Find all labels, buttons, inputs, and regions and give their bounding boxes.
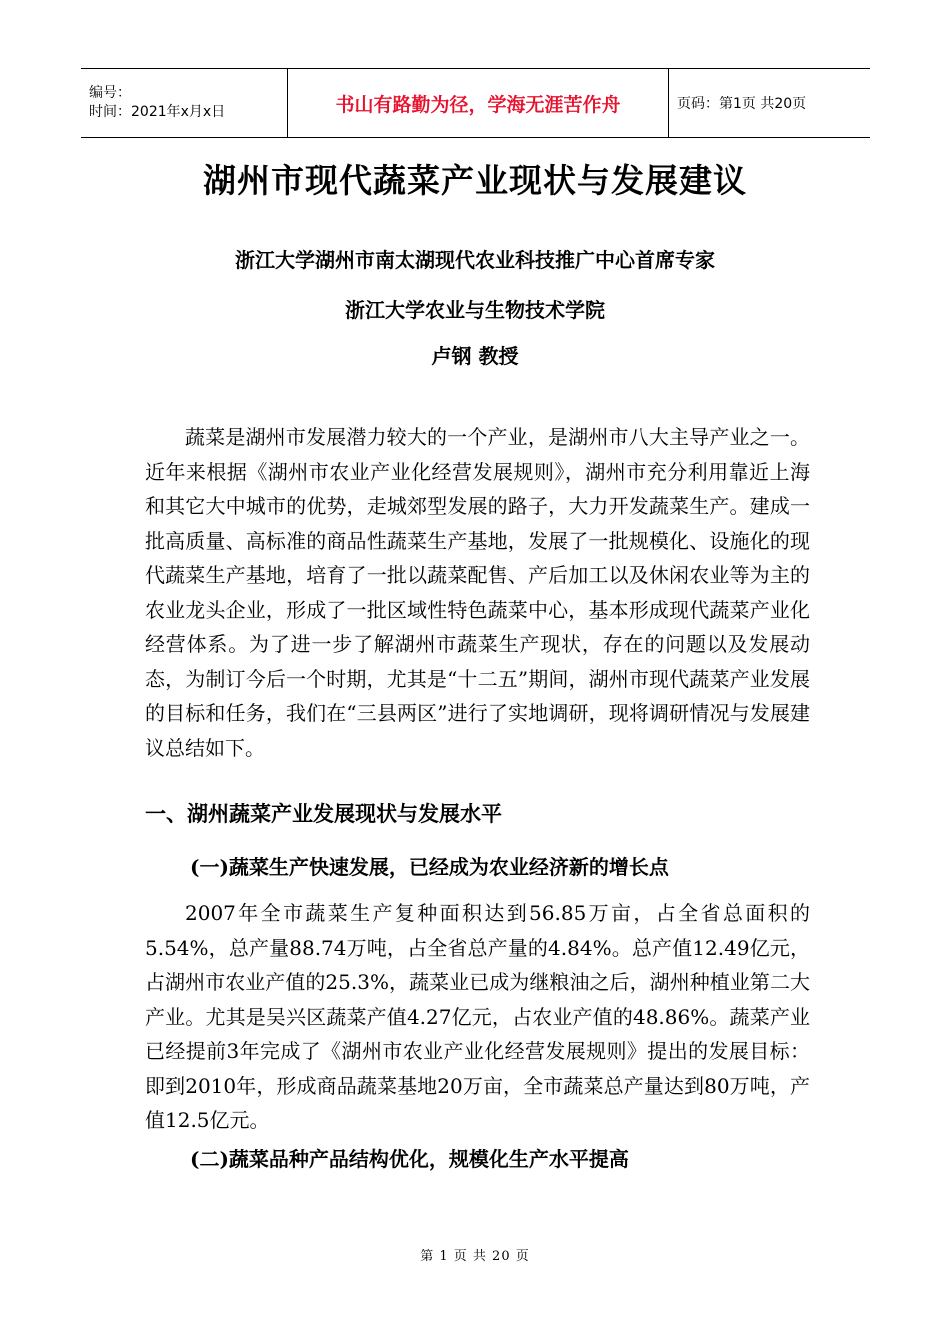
header-page-info: [669, 69, 870, 137]
intro-paragraph: 蔬菜是湖州市发展潜力较大的一个产业，是湖州市八大主导产业之一。近年来根据《湖州市农业产业化经营发展规则》，湖州市充分利用靠近上海和其它大中城市的优势，走城郊型发展的路子，大力开发蔬菜生产。建成一批高质量、高标准的商品性蔬菜生产基地，发展了一批规模化、设施化的现代蔬菜生产基地，培育了一批以蔬菜配售、产后加工以及休闲农业等为主的农业龙头企业，形成了一批区域性特色蔬菜中心，基本形成现代蔬菜产业化经营体系。为了进一步了解湖州市蔬菜生产现状，存在的问题以及发展动态，为制订今后一个时期，尤其是“十二五”期间，湖州市现代蔬菜产业发展的目标和任务，我们在“三县两区”进行了实地调研，现将调研情况与发展建议总结如下。: [145, 425, 810, 760]
header-meta: [81, 69, 287, 137]
page-info-text: 页码：第1页 共20页: [677, 96, 807, 112]
subsection-heading-1: (一)蔬菜生产快速发展，已经成为农业经济新的增长点: [190, 855, 669, 879]
document-header: [81, 68, 870, 138]
header-motto: [287, 69, 669, 137]
number-label: 编号：: [89, 85, 131, 101]
affiliation-1: 浙江大学湖州市南太湖现代农业科技推广中心首席专家: [235, 248, 715, 272]
section-heading-1: 一、湖州蔬菜产业发展现状与发展水平: [145, 801, 502, 826]
document-title: 湖州市现代蔬菜产业现状与发展建议: [203, 161, 747, 200]
date-label: 时间：2021年x月x日: [89, 104, 226, 120]
body-paragraph-1: 2007年全市蔬菜生产复种面积达到56.85万亩，占全省总面积的5.54%，总产量88.74万吨，占全省总产量的4.84%。总产值12.49亿元，占湖州市农业产值的25.3%，蔬菜业已成为继粮油之后，湖州种植业第二大产业。尤其是吴兴区蔬菜产值4.27亿元，占农业产值的48.86%。蔬菜产业已经提前3年完成了《湖州市农业产业化经营发展规则》提出的发展目标：即到2010年，形成商品蔬菜基地20万亩，全市蔬菜总产量达到80万吨，产值12.5亿元。: [145, 901, 810, 1132]
affiliation-2: 浙江大学农业与生物技术学院: [345, 298, 605, 322]
page-footer: 第 1 页 共 20 页: [420, 1249, 530, 1264]
author: 卢钢 教授: [431, 344, 519, 368]
subsection-heading-2: (二)蔬菜品种产品结构优化，规模化生产水平提高: [190, 1147, 629, 1171]
motto-text: 书山有路勤为径，学海无涯苦作舟: [335, 93, 621, 116]
